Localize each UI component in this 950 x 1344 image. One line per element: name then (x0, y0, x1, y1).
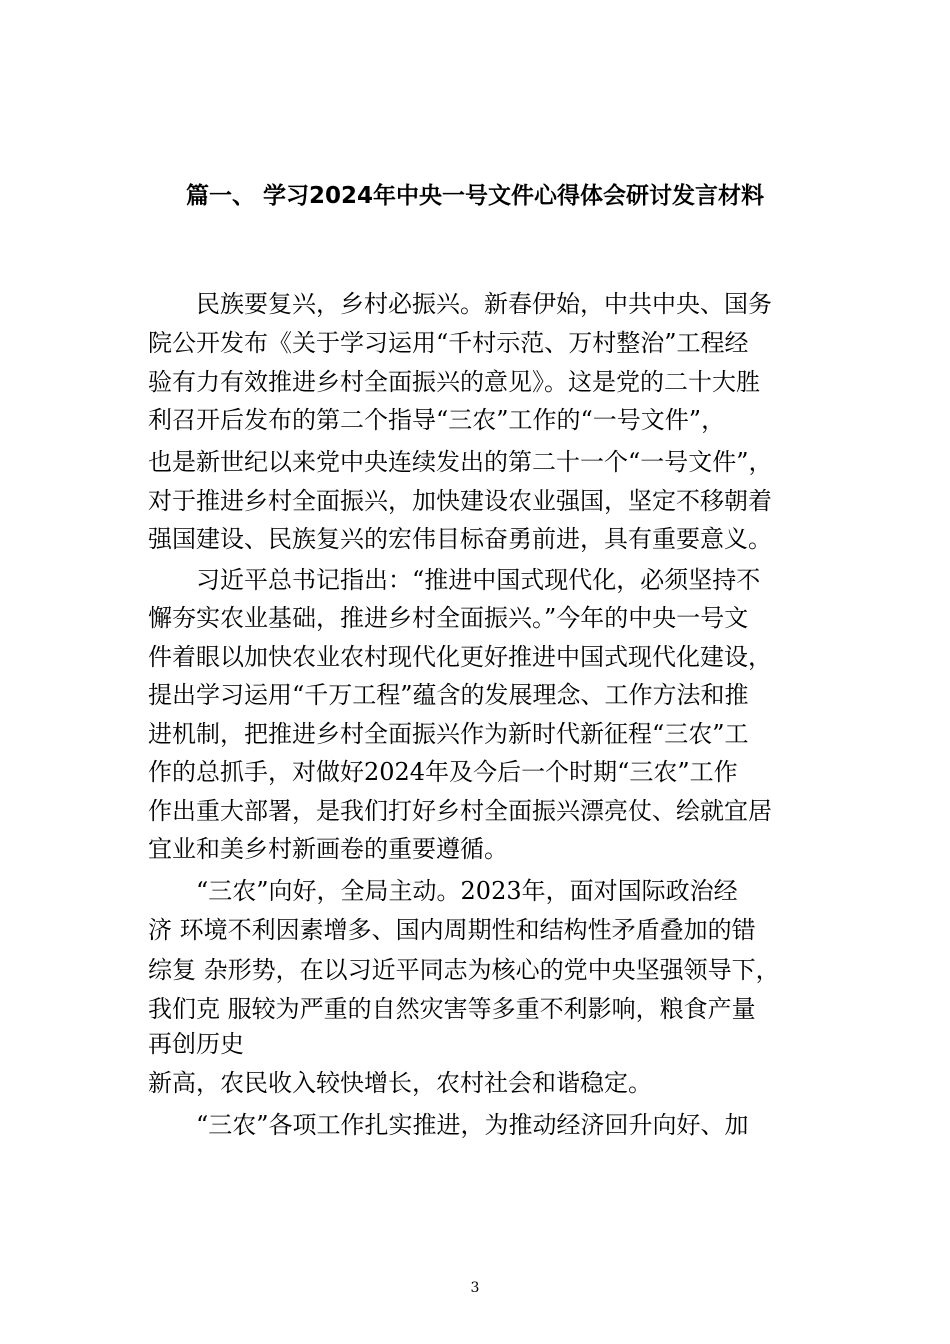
body-line: 济 环境不利因素增多、国内周期性和结构性矛盾叠加的错 (148, 916, 756, 944)
body-line: 懈夯实农业基础，推进乡村全面振兴。”今年的中央一号文 (148, 604, 749, 632)
body-line: 民族要复兴，乡村必振兴。新春伊始，中共中央、国务 (148, 290, 772, 318)
body-line: 利召开后发布的第二个指导“三农”工作的“一号文件”， (148, 406, 726, 434)
body-line: 验有力有效推进乡村全面振兴的意见》。这是党的二十大胜 (148, 368, 760, 396)
body-line: 宜业和美乡村新画卷的重要遵循。 (148, 835, 508, 863)
page-number: 3 (470, 1280, 480, 1296)
body-line: “三农”各项工作扎实推进，为推动经济回升向好、加 (148, 1111, 749, 1139)
body-line: 进机制，把推进乡村全面振兴作为新时代新征程“三农”工 (148, 720, 749, 748)
body-line: “三农”向好，全局主动。2023年，面对国际政治经 (148, 877, 738, 905)
body-line: 再创历史 (148, 1030, 244, 1058)
body-line: 强国建设、民族复兴的宏伟目标奋勇前进，具有重要意义。 (148, 525, 772, 553)
body-line: 对于推进乡村全面振兴，加快建设农业强国，坚定不移朝着 (148, 487, 772, 515)
body-line: 我们克 服较为严重的自然灾害等多重不利影响，粮食产量 (148, 995, 756, 1023)
body-line: 作出重大部署，是我们打好乡村全面振兴漂亮仗、绘就宜居 (148, 797, 772, 825)
body-line: 新高，农民收入较快增长，农村社会和谐稳定。 (148, 1069, 652, 1097)
body-line: 院公开发布《关于学习运用“千村示范、万村整治”工程经 (148, 329, 749, 357)
document-title: 篇一、 学习2024年中央一号文件心得体会研讨发言材料 (185, 183, 765, 209)
body-line: 习近平总书记指出：“推进中国式现代化，必须坚持不 (148, 566, 761, 594)
body-line: 也是新世纪以来党中央连续发出的第二十一个“一号文件”， (148, 448, 773, 476)
body-line: 作的总抓手，对做好2024年及今后一个时期“三农”工作 (148, 758, 738, 786)
body-line: 提出学习运用“千万工程”蕴含的发展理念、工作方法和推 (148, 681, 749, 709)
body-line: 综复 杂形势，在以习近平同志为核心的党中央坚强领导下， (148, 956, 780, 984)
body-line: 件着眼以加快农业农村现代化更好推进中国式现代化建设， (148, 643, 772, 671)
